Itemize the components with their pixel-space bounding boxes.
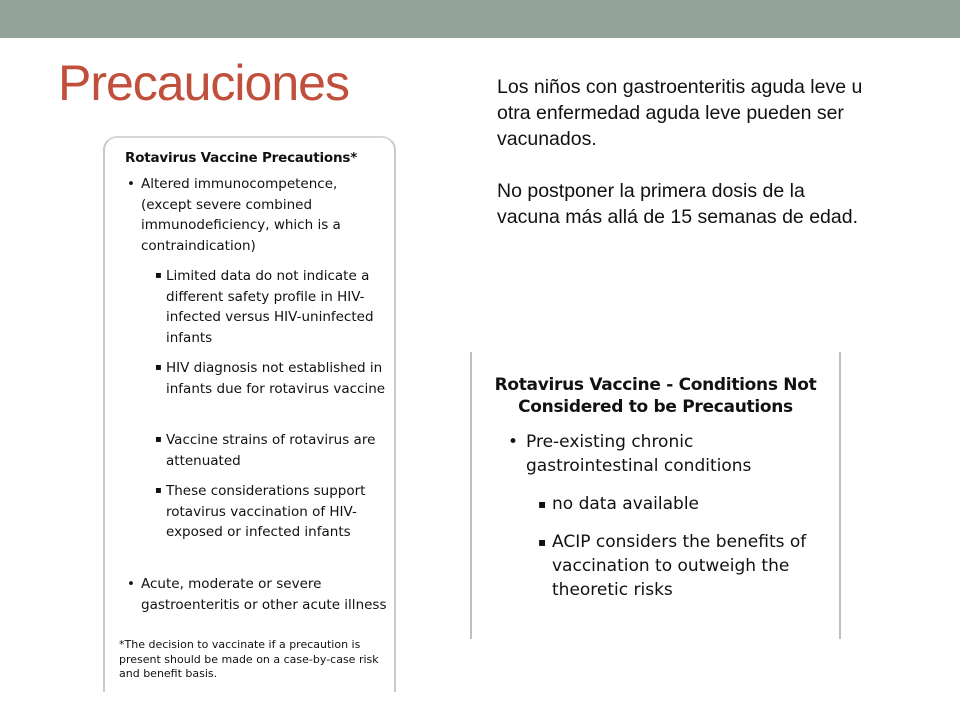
body-paragraph-mild-illness: Los niños con gastroenteritis aguda leve u otra enfermedad aguda leve pueden ser vacunados. (497, 76, 863, 150)
square-bullet-icon: ▪ (538, 497, 547, 511)
precautions-footnote: *The decision to vaccinate if a precaution is present should be made on a case-by-case risk and benefit basis. (119, 638, 379, 680)
body-paragraph-first-dose: No postponer la primera dosis de la vacuna más allá de 15 semanas de edad. (497, 180, 858, 228)
precaution-subitem-attenuated: ▪ Vaccine strains of rotavirus are attenuated (155, 432, 376, 469)
condition-subitem-acip: ▪ ACIP considers the benefits of vaccination to outweigh the theoretic risks (538, 532, 807, 600)
condition-item-chronic-gi: • Pre-existing chronic gastrointestinal conditions (508, 432, 752, 476)
square-bullet-icon: ▪ (155, 362, 162, 373)
bullet-icon: • (127, 176, 135, 192)
conditions-card (470, 352, 841, 639)
precaution-subitem-considerations: ▪ These considerations support rotavirus vaccination of HIV-exposed or infected infants (155, 483, 366, 540)
bullet-icon: • (127, 576, 135, 592)
precaution-subitem-limited-data: ▪ Limited data do not indicate a different safety profile in HIV-infected versus HIV-uninfected infants (155, 268, 374, 346)
condition-subitem-no-data: ▪ no data available (538, 494, 700, 514)
precaution-item-acute-illness: • Acute, moderate or severe gastroenteritis or other acute illness (127, 576, 387, 613)
square-bullet-icon: ▪ (155, 434, 162, 445)
square-bullet-icon: ▪ (155, 270, 162, 281)
square-bullet-icon: ▪ (538, 535, 547, 549)
precautions-card (103, 136, 396, 692)
precaution-subitem-hiv-diagnosis: ▪ HIV diagnosis not established in infants due for rotavirus vaccine (155, 360, 386, 397)
precautions-card-heading: Rotavirus Vaccine Precautions* (125, 150, 358, 166)
slide-title: Precauciones (58, 55, 349, 111)
top-accent-bar (0, 0, 960, 38)
bullet-icon: • (508, 432, 519, 452)
square-bullet-icon: ▪ (155, 485, 162, 496)
slide-body-text (497, 74, 867, 256)
precaution-item-immunocompetence: • Altered immunocompetence, (except severe combined immunodeficiency, which is a contraindication) (127, 176, 341, 254)
conditions-card-heading: Rotavirus Vaccine - Conditions Not Considered to be Precautions (494, 375, 817, 417)
